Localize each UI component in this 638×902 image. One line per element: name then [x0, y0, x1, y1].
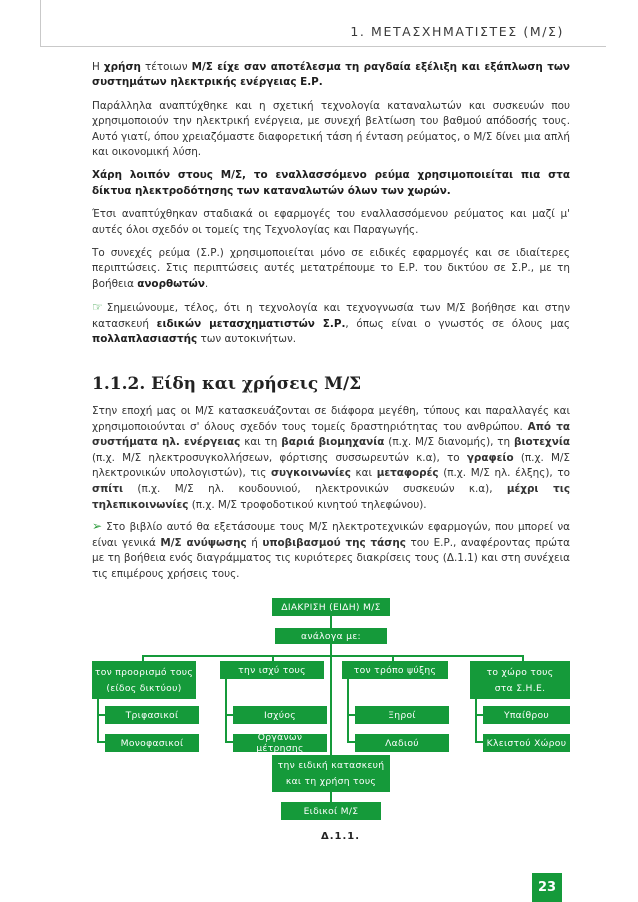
paragraph-1 — [92, 60, 570, 91]
section-paragraph-1 — [92, 404, 570, 513]
diagram-oil-box: Λαδιού — [355, 734, 449, 752]
s1-text-g: και — [350, 467, 377, 480]
diagram-connector — [97, 714, 105, 716]
diagram-outdoor-box: Υπαίθρου — [483, 706, 570, 724]
figure-label: Δ.1.1. — [321, 831, 361, 842]
header-left-rule — [40, 0, 41, 46]
p5-text-end: . — [204, 277, 209, 290]
p1-text-2: τέτοιων — [140, 61, 192, 73]
diagram-purpose-box — [92, 661, 196, 699]
arrowhead-icon: ➢ — [92, 519, 103, 534]
s1-bold-8: μέχρι τις τηλεπικοινωνίες — [92, 482, 570, 511]
s2-bold-2: υποβιβασμού της τάσης — [262, 536, 406, 549]
p6-text: Σημειώνουμε, τέλος, ότι η τεχνολογία και τεχνογνωσία των Μ/Σ βοήθησε και στην κατασκευή — [92, 302, 570, 330]
s1-bold-4: γραφείο — [466, 451, 514, 464]
purpose-line-2: (είδος δικτύου) — [106, 682, 182, 694]
s1-text-h: (π.χ. Μ/Σ ηλ. έλξης), το — [438, 467, 570, 480]
s1-bold-7: σπίτι — [92, 482, 124, 495]
p3-bold: Χάρη λοιπόν στους Μ/Σ, το εναλλασσόμενο ρεύμα χρησιμοποιείται πια στα δίκτυα ηλεκτροδότησης των καταναλωτών όλων των χωρών. — [92, 169, 570, 197]
diagram-connector — [475, 741, 483, 743]
diagram-connector — [225, 741, 233, 743]
diagram-connector — [475, 714, 483, 716]
s2-text-c: ή — [246, 536, 263, 549]
paragraph-2: Παράλληλα αναπτύχθηκε και η σχετική τεχνολογία καταναλωτών και συσκευών που χρησιμοποιούν την ηλεκτρική ενέργεια, με συνεχή βελτίωση του βαθμού απόδοσής τους. Αυτό γιατί, όπου χρειαζόμαστε διαφορετική τάση ή ένταση ρεύματος, ο Μ/Σ δίνει μια απλή και οικονομική λύση. — [92, 99, 570, 159]
diagram-power-type-box: Ισχύος — [233, 706, 327, 724]
location-line-2: στα Σ.Η.Ε. — [494, 682, 546, 694]
p6-text-end: των αυτοκινήτων. — [197, 333, 297, 346]
s1-text-i: (π.χ. Μ/Σ ηλ. κουδουνιού, ηλεκτρονικών συσκευών κ.α), — [123, 482, 507, 495]
diagram-special-box — [272, 755, 390, 792]
diagram-connector — [330, 655, 332, 755]
p1-bold-1: χρήση — [103, 61, 141, 73]
paragraph-5 — [92, 246, 570, 292]
diagram-dry-box: Ξηροί — [355, 706, 449, 724]
diagram-connector — [330, 616, 332, 628]
s2-text-a: Στο βιβλίο αυτό θα εξετάσουμε τους Μ/Σ ηλεκτροτεχνικών εφαρμογών, που μπορεί να είναι γενικά — [92, 521, 570, 549]
p1-bold-2: Μ/Σ είχε σαν αποτέλεσμα τη ραγδαία εξέλιξη και εξάπλωση των συστημάτων ηλεκτρικής ενέργειας Ε.Ρ. — [92, 61, 570, 89]
diagram-instrument-box: Οργάνων μέτρησης — [233, 734, 327, 752]
diagram-power-box: την ισχύ τους — [220, 661, 324, 679]
purpose-line-1: τον προορισμό τους — [94, 666, 194, 678]
s1-text-f: (π.χ. Μ/Σ ηλεκτρονικών υπολογιστών), τις — [92, 451, 570, 480]
s1-text-a: Στην εποχή μας οι Μ/Σ κατασκευάζονται σε διάφορα μεγέθη, τύπους και παραλλαγές και χρησιμοποιούνται σ' όλους σχεδόν τους τομείς δραστηριότητας του ανθρώπου. — [92, 405, 570, 433]
section-text — [92, 404, 570, 589]
s1-text-d: (π.χ. Μ/Σ διανομής), τη — [384, 436, 515, 449]
special-line-2: και τη χρήση τους — [285, 776, 377, 787]
diagram-top-box: ΔΙΑΚΡΙΣΗ (ΕΙΔΗ) Μ/Σ — [272, 598, 390, 616]
diagram-according-box: ανάλογα με: — [275, 628, 387, 644]
s1-text-c: και τη — [240, 436, 282, 449]
intro-text — [92, 60, 570, 356]
diagram-cooling-box: τον τρόπο ψύξης — [342, 661, 448, 679]
special-line-1: την ειδική κατασκευή — [277, 760, 385, 771]
s2-bold-1: Μ/Σ ανύψωσης — [160, 536, 247, 549]
diagram-three-phase-box: Τριφασικοί — [105, 706, 199, 724]
section-paragraph-2 — [92, 519, 570, 582]
diagram-connector — [142, 655, 522, 657]
pointing-hand-icon: ☞ — [92, 300, 103, 315]
s1-bold-2: βαριά βιομηχανία — [281, 436, 385, 449]
diagram-indoor-box: Κλειστού Χώρου — [483, 734, 570, 752]
diagram-special-type-box: Ειδικοί Μ/Σ — [281, 802, 381, 820]
diagram-connector — [347, 714, 355, 716]
location-line-1: το χώρο τους — [486, 666, 554, 678]
diagram-connector — [225, 714, 233, 716]
diagram-single-phase-box: Μονοφασικοί — [105, 734, 199, 752]
page-number: 23 — [532, 873, 562, 902]
s1-text-e: (π.χ. Μ/Σ ηλεκτροσυγκολλήσεων, φόρτισης συσσωρευτών κ.α), το — [92, 451, 467, 464]
paragraph-3 — [92, 168, 570, 199]
p6-text-2: , όπως είναι ο γνωστός σε όλους μας — [345, 317, 570, 330]
classification-diagram — [92, 598, 570, 848]
p5-text: Το συνεχές ρεύμα (Σ.Ρ.) χρησιμοποιείται μόνο σε ειδικές εφαρμογές και σε ιδιαίτερες περιπτώσεις. Στις περιπτώσεις αυτές μετατρέπουμε το Ε.Ρ. του δικτύου σε Σ.Ρ., με τη βοήθεια — [92, 247, 570, 290]
chapter-header: 1. ΜΕΤΑΣΧΗΜΑΤΙΣΤΕΣ (Μ/Σ) — [350, 24, 564, 39]
paragraph-4: Έτσι αναπτύχθηκαν σταδιακά οι εφαρμογές του εναλλασσόμενου ρεύματος και μαζί μ' αυτές όλοι σχεδόν οι τομείς της Τεχνολογίας και Παραγωγής. — [92, 208, 570, 236]
header-rule — [40, 46, 606, 47]
p6-bold-2: πολλαπλασιαστής — [92, 333, 198, 346]
section-heading: 1.1.2. Είδη και χρήσεις Μ/Σ — [92, 374, 362, 394]
diagram-connector — [330, 792, 332, 802]
p6-bold-1: ειδικών μετασχηματιστών Σ.Ρ. — [156, 317, 346, 330]
s1-bold-3: βιοτεχνία — [514, 436, 571, 449]
diagram-connector — [97, 741, 105, 743]
s1-bold-6: μεταφορές — [376, 467, 439, 480]
s1-bold-5: συγκοινωνίες — [270, 467, 351, 480]
s2-text-d: του Ε.Ρ., αναφέροντας πρώτα με τη βοήθεια ενός διαγράμματος τις κυριότερες διακρίσεις τους (Δ.1.1) και στη συνέχεια τις επιμέρους χρήσεις τους. — [92, 536, 571, 580]
diagram-location-box — [470, 661, 570, 699]
p5-bold: ανορθωτών — [137, 277, 205, 290]
s1-text-j: (π.χ. Μ/Σ τροφοδοτικού κινητού τηλεφώνου). — [188, 498, 427, 511]
p1-text: Η — [92, 61, 104, 73]
diagram-connector — [347, 741, 355, 743]
s1-bold-1: Από τα συστήματα ηλ. ενέργειας — [92, 420, 570, 449]
paragraph-6 — [92, 300, 570, 347]
